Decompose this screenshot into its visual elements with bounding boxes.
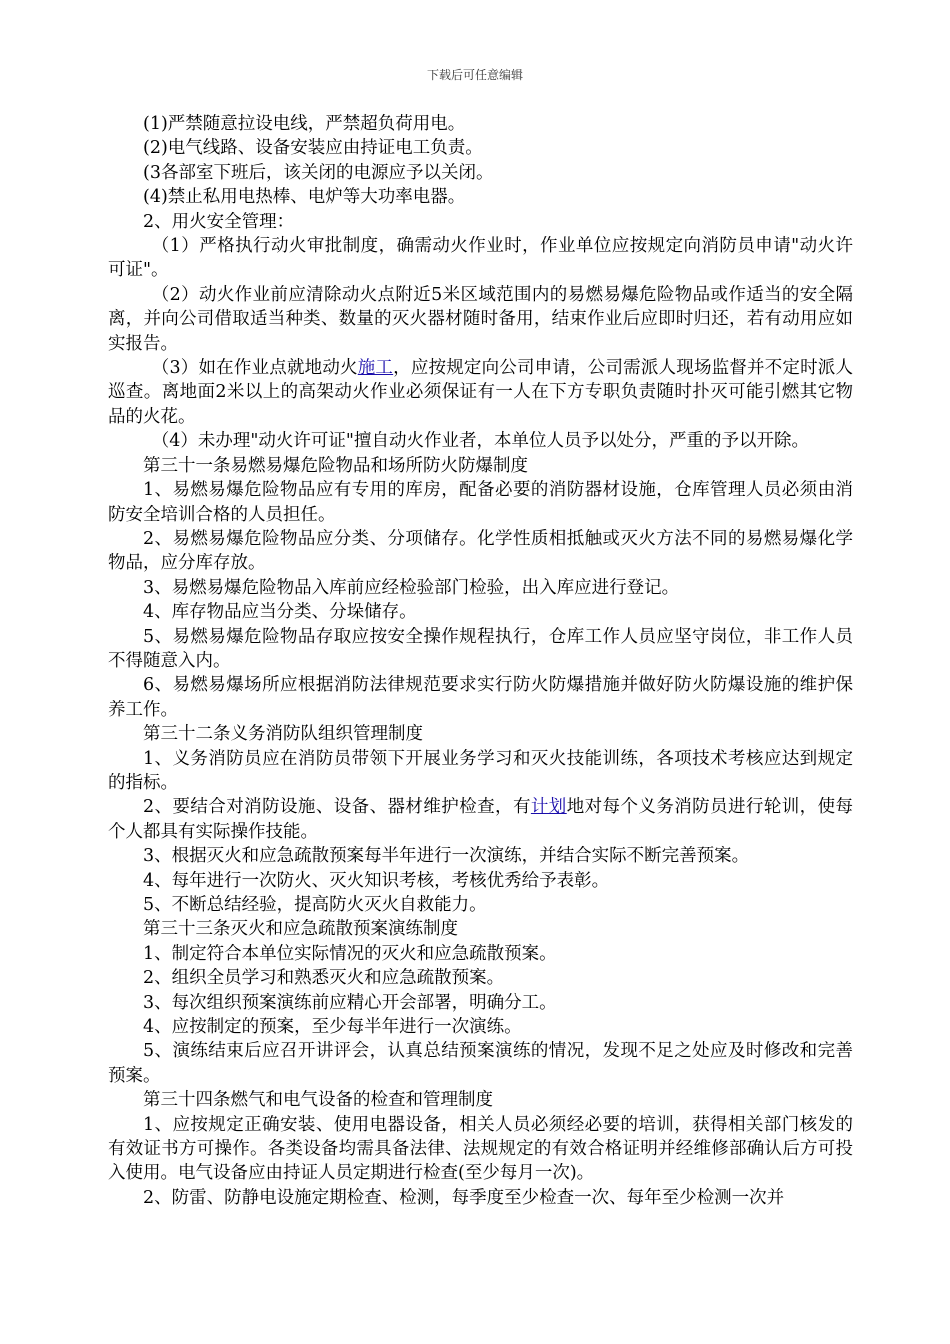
paragraph: [108, 1015, 853, 1039]
paragraph: [108, 966, 853, 990]
paragraph-text: (1)严禁随意拉设电线，严禁超负荷用电。: [143, 114, 466, 134]
section-heading: [108, 1088, 853, 1112]
document-body: [108, 112, 853, 1210]
paragraph-text: 5、不断总结经验，提高防火灭火自救能力。: [143, 895, 487, 915]
section-heading: [108, 722, 853, 746]
hyperlink-plan[interactable]: 计划: [530, 797, 567, 818]
paragraph-text: 2、防雷、防静电设施定期检查、检测，每季度至少检查一次、每年至少检测一次并: [143, 1187, 785, 1208]
paragraph: [108, 234, 853, 283]
paragraph: [108, 1113, 853, 1186]
paragraph-text: （3）如在作业点就地动火: [151, 358, 358, 379]
paragraph: [108, 478, 853, 527]
paragraph-text: 1、义务消防员应在消防员带领下开展业务学习和灭火技能训练，各项技术考核应达到规定的指标。: [108, 748, 853, 793]
paragraph-text: （2）动火作业前应清除动火点附近5米区域范围内的易燃易爆危险物品或作适当的安全隔离，并向公司借取适当种类、数量的灭火器材随时备用，结束作业后应即时归还，若有动用应如实报告。: [108, 284, 853, 354]
paragraph-text: (3各部室下班后，该关闭的电源应予以关闭。: [143, 162, 494, 183]
paragraph: [108, 942, 853, 966]
paragraph: [108, 1039, 853, 1088]
paragraph: [108, 576, 853, 600]
paragraph-text: 2、要结合对消防设施、设备、器材维护检查，有: [143, 797, 531, 818]
paragraph: [108, 356, 853, 429]
paragraph-text: （4）未办理"动火许可证"擅自动火作业者，本单位人员予以处分，严重的予以开除。: [151, 431, 809, 452]
paragraph-text: 2、组织全员学习和熟悉灭火和应急疏散预案。: [143, 968, 505, 989]
paragraph-text: 4、库存物品应当分类、分垛储存。: [143, 602, 417, 623]
paragraph-text: 4、每年进行一次防火、灭火知识考核，考核优秀给予表彰。: [143, 870, 610, 891]
paragraph-text: 5、演练结束后应召开讲评会，认真总结预案演练的情况，发现不足之处应及时修改和完善预案。: [108, 1041, 853, 1086]
paragraph-text: 2、用火安全管理：: [143, 211, 295, 232]
paragraph-text: （1）严格执行动火审批制度，确需动火作业时，作业单位应按规定向消防员申请"动火许可证"。: [108, 236, 853, 281]
paragraph: [108, 869, 853, 893]
paragraph: [108, 136, 853, 160]
paragraph: [108, 210, 853, 234]
paragraph-text: 地对每个义务消防员进行轮训，使每个人都具有实际操作技能。: [108, 797, 854, 842]
paragraph-text: (2)电气线路、设备安装应由持证电工负责。: [143, 138, 483, 159]
paragraph: [108, 112, 853, 136]
paragraph-text: 1、易燃易爆危险物品应有专用的库房，配备必要的消防器材设施，仓库管理人员必须由消防安全培训合格的人员担任。: [108, 480, 853, 525]
paragraph: [108, 161, 853, 185]
paragraph-text: 2、易燃易爆危险物品应分类、分项储存。化学性质相抵触或灭火方法不同的易燃易爆化学物品，应分库存放。: [108, 528, 853, 574]
paragraph-text: 第三十一条易燃易爆危险物品和场所防火防爆制度: [143, 455, 528, 476]
paragraph: [108, 429, 853, 453]
section-heading: [108, 917, 853, 941]
paragraph: [108, 795, 853, 844]
hyperlink-construction[interactable]: 施工: [357, 358, 394, 379]
paragraph: [108, 185, 853, 209]
paragraph: [108, 527, 853, 576]
paragraph-text: 3、根据灭火和应急疏散预案每半年进行一次演练，并结合实际不断完善预案。: [143, 846, 750, 867]
paragraph: [108, 673, 853, 722]
paragraph: [108, 283, 853, 356]
paragraph: [108, 893, 853, 917]
paragraph-text: 4、应按制定的预案，至少每半年进行一次演练。: [143, 1017, 522, 1038]
paragraph-text: 第三十三条灭火和应急疏散预案演练制度: [143, 919, 458, 940]
paragraph-text: 1、应按规定正确安装、使用电器设备，相关人员必须经必要的培训，获得相关部门核发的有效证书方可操作。各类设备均需具备法律、法规规定的有效合格证明并经维修部确认后方可投入使用。电气设备应由持证人员定期进行检查(至少每月一次)。: [108, 1114, 853, 1184]
paragraph: [108, 747, 853, 796]
paragraph-text: ，应按规定向公司申请，公司需派人现场监督并不定时派人巡查。离地面2米以上的高架动火作业必须保证有一人在下方专职负责随时扑灭可能引燃其它物品的火花。: [108, 358, 854, 427]
paragraph-text: (4)禁止私用电热棒、电炉等大功率电器。: [143, 187, 466, 208]
section-heading: [108, 454, 853, 478]
paragraph: [108, 991, 853, 1015]
page-header: 下载后可任意编辑: [426, 68, 523, 82]
paragraph: [108, 844, 853, 868]
paragraph-text: 3、易燃易爆危险物品入库前应经检验部门检验，出入库应进行登记。: [143, 577, 680, 598]
paragraph: [108, 625, 853, 674]
paragraph-text: 3、每次组织预案演练前应精心开会部署，明确分工。: [143, 992, 557, 1013]
paragraph-text: 1、制定符合本单位实际情况的灭火和应急疏散预案。: [143, 943, 557, 964]
paragraph: [108, 1186, 853, 1210]
paragraph-text: 第三十二条义务消防队组织管理制度: [143, 724, 423, 745]
paragraph-text: 6、易燃易爆场所应根据消防法律规范要求实行防火防爆措施并做好防火防爆设施的维护保养工作。: [108, 675, 853, 720]
paragraph-text: 5、易燃易爆危险物品存取应按安全操作规程执行，仓库工作人员应坚守岗位，非工作人员不得随意入内。: [108, 626, 853, 671]
paragraph: [108, 600, 853, 624]
paragraph-text: 第三十四条燃气和电气设备的检查和管理制度: [143, 1090, 493, 1111]
